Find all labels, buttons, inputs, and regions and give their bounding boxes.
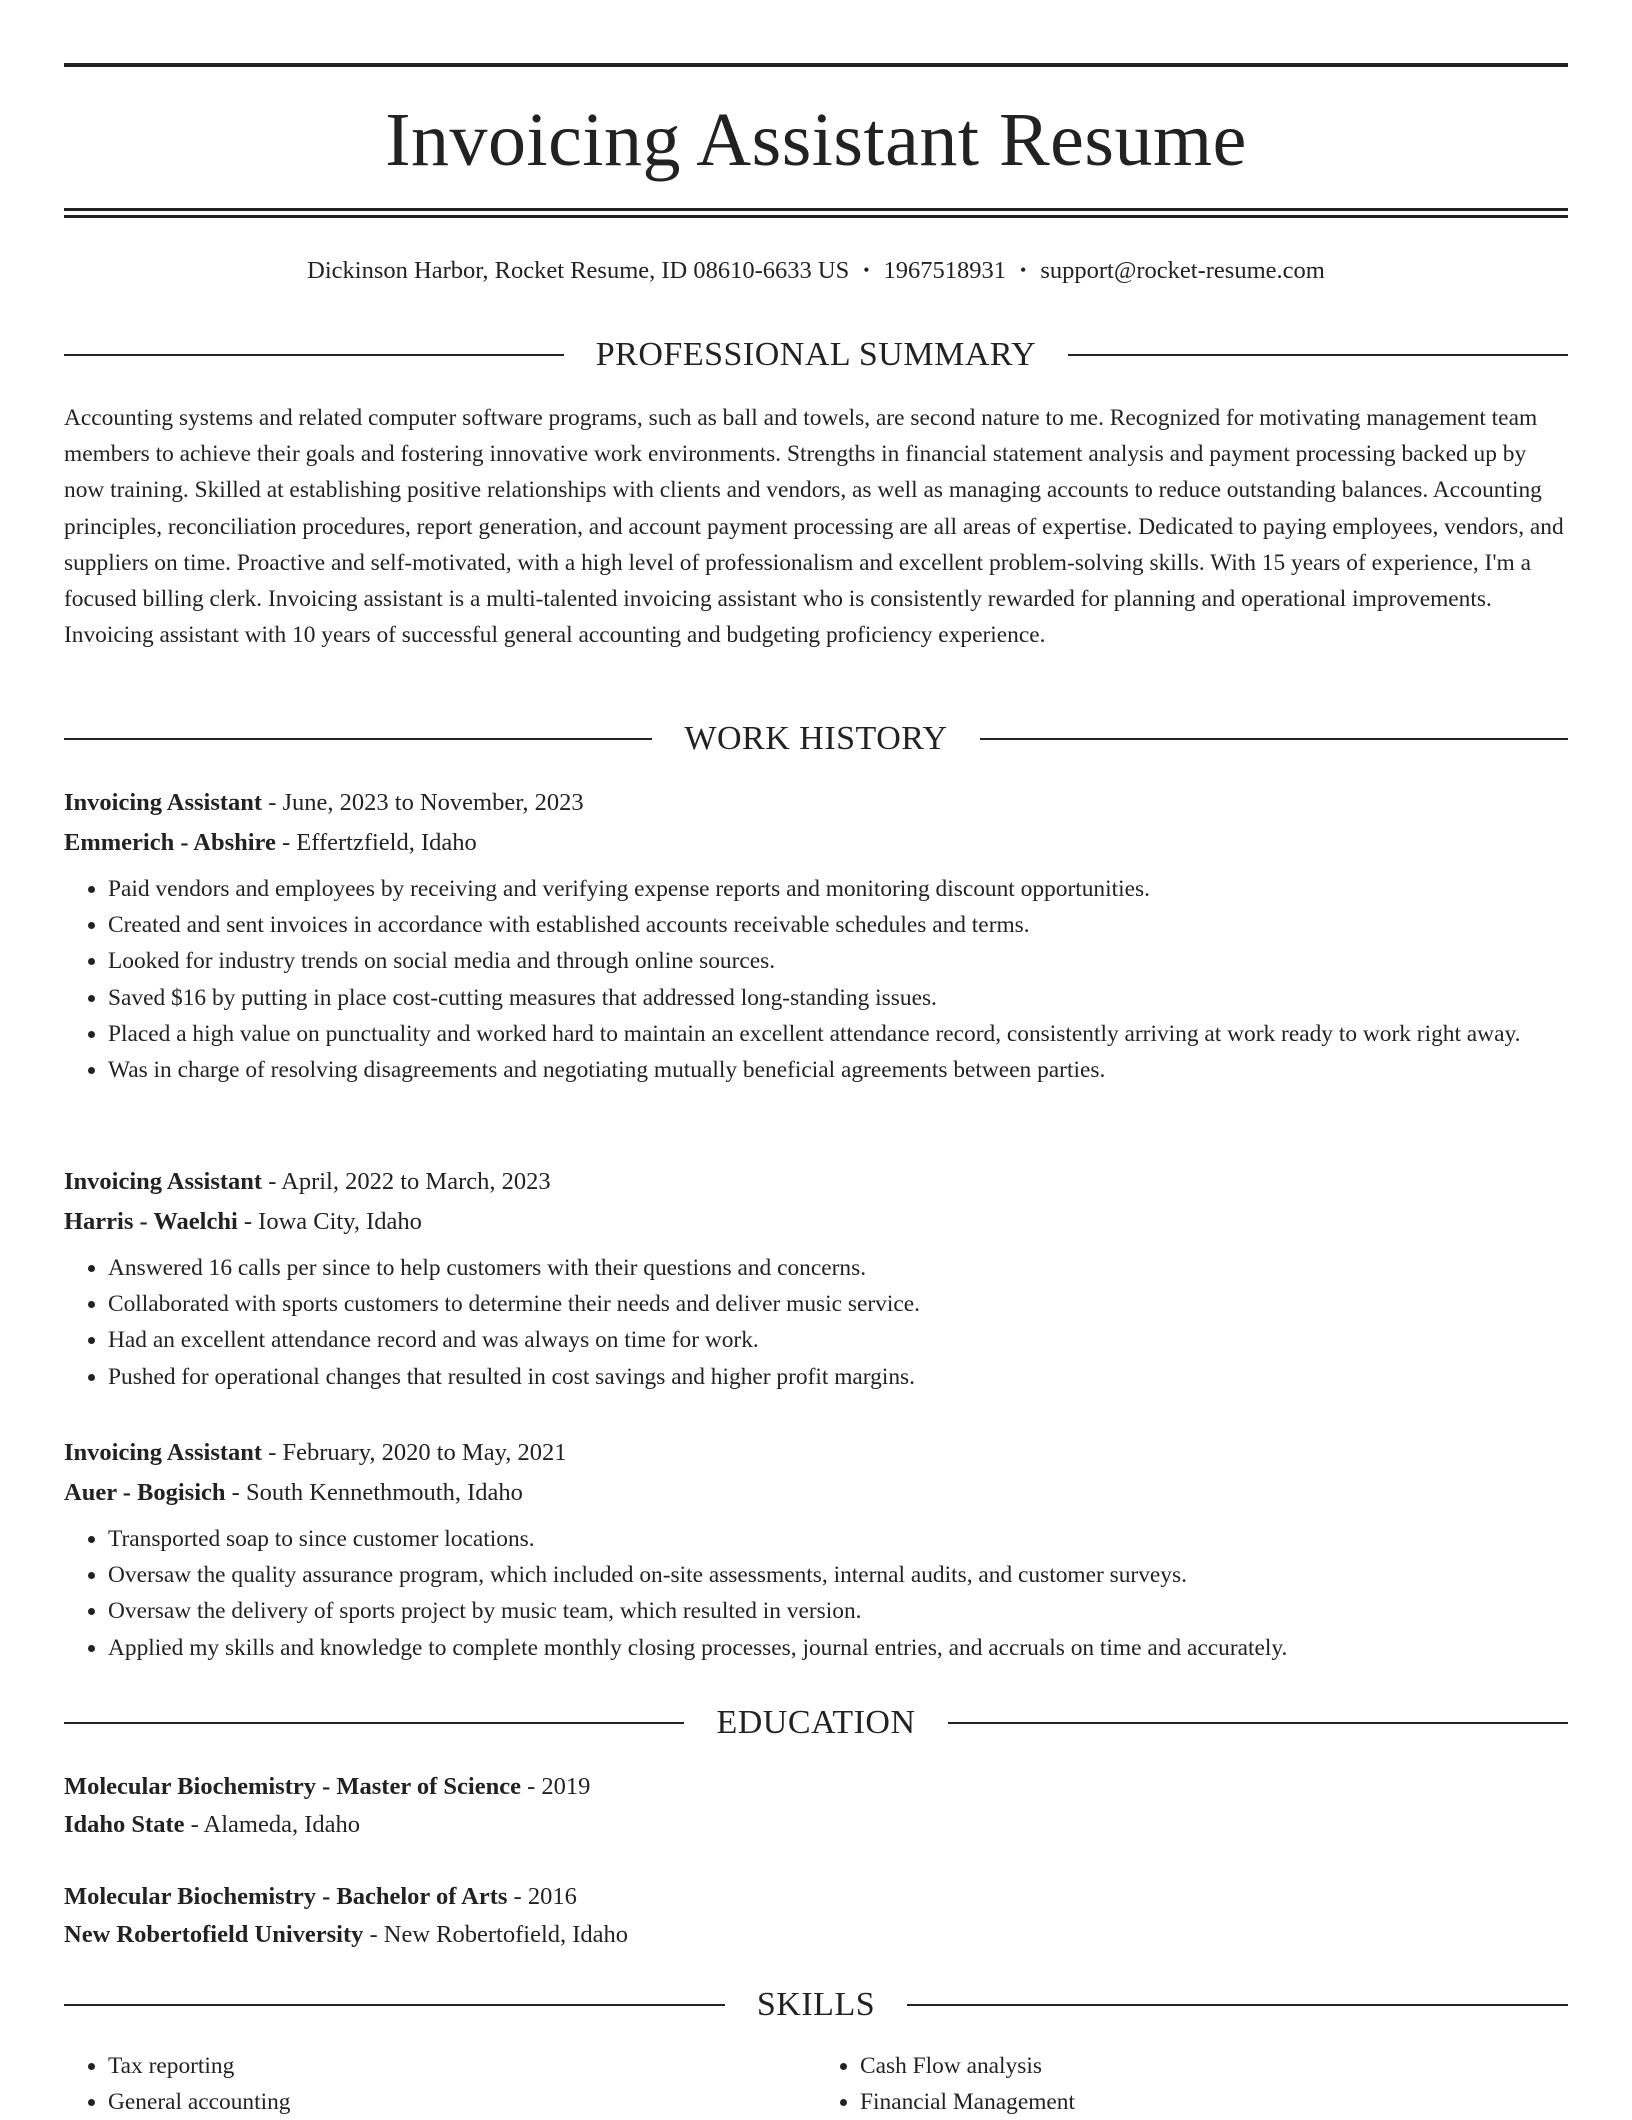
- job-location: - Effertzfield, Idaho: [275, 829, 477, 856]
- degree-line: [64, 1768, 1568, 1806]
- job-entry: [64, 1162, 1568, 1395]
- contact-line: [64, 256, 1568, 287]
- contact-separator: •: [863, 260, 870, 280]
- section-title: EDUCATION: [716, 1704, 916, 1741]
- job-title: Invoicing Assistant: [64, 1439, 263, 1466]
- job-title-line: [64, 783, 1568, 823]
- list-item: • Collaborated with sports customers to determine their needs and deliver music service.: [108, 1286, 1568, 1322]
- list-item: • General accounting: [108, 2084, 816, 2120]
- contact-phone: 1967518931: [883, 257, 1007, 284]
- list-item: • Looked for industry trends on social media and through online sources.: [108, 943, 1568, 979]
- list-item: • Was in charge of resolving disagreements and negotiating mutually beneficial agreements between parties.: [108, 1052, 1568, 1088]
- job-company-line: [64, 1202, 1568, 1242]
- job-company: Harris - Waelchi: [64, 1208, 238, 1235]
- degree: Molecular Biochemistry - Master of Science: [64, 1773, 521, 1800]
- education-entry: [64, 1768, 1568, 1844]
- job-dates: - June, 2023 to November, 2023: [262, 789, 584, 816]
- section-header-education: [64, 1703, 1568, 1743]
- job-location: - South Kennethmouth, Idaho: [225, 1479, 523, 1506]
- skills-column-right: [816, 2048, 1568, 2120]
- degree: Molecular Biochemistry - Bachelor of Arts: [64, 1883, 508, 1910]
- list-item: • Created and sent invoices in accordance with established accounts receivable schedules and terms.: [108, 907, 1568, 943]
- job-bullets: [64, 871, 1568, 1088]
- section-header-skills: [64, 1985, 1568, 2025]
- school: Idaho State: [64, 1811, 185, 1838]
- section-rule: [1068, 354, 1568, 356]
- section-rule: [948, 1722, 1568, 1724]
- school: New Robertofield University: [64, 1921, 364, 1948]
- school-location: - New Robertofield, Idaho: [363, 1921, 629, 1948]
- job-entry: [64, 1433, 1568, 1666]
- list-item: • Financial Management: [860, 2084, 1568, 2120]
- job-company-line: [64, 823, 1568, 863]
- job-title: Invoicing Assistant: [64, 1168, 263, 1195]
- school-line: [64, 1916, 1568, 1954]
- school-line: [64, 1806, 1568, 1844]
- list-item: • Cash Flow analysis: [860, 2048, 1568, 2084]
- section-rule: [980, 738, 1568, 740]
- section-header-summary: [64, 335, 1568, 375]
- list-item: • Oversaw the quality assurance program, which included on-site assessments, internal audits, and customer surveys.: [108, 1557, 1568, 1593]
- job-bullets: [64, 1250, 1568, 1395]
- job-company: Emmerich - Abshire: [64, 829, 276, 856]
- section-rule: [64, 738, 652, 740]
- section-header-work: [64, 719, 1568, 759]
- skills-column-left: [64, 2048, 816, 2120]
- list-item: • Had an excellent attendance record and was always on time for work.: [108, 1322, 1568, 1358]
- list-item: • Applied my skills and knowledge to complete monthly closing processes, journal entries, and accruals on time and accurately.: [108, 1630, 1568, 1666]
- section-rule: [907, 2004, 1568, 2006]
- section-rule: [64, 1722, 684, 1724]
- top-rule: [64, 63, 1568, 67]
- job-location: - Iowa City, Idaho: [237, 1208, 422, 1235]
- job-bullets: [64, 1521, 1568, 1666]
- list-item: • Oversaw the delivery of sports project by music team, which resulted in version.: [108, 1593, 1568, 1629]
- section-title: WORK HISTORY: [684, 720, 948, 757]
- job-entry: [64, 783, 1568, 1088]
- contact-separator: •: [1020, 260, 1027, 280]
- job-title-line: [64, 1433, 1568, 1473]
- list-item: • Saved $16 by putting in place cost-cutting measures that addressed long-standing issues.: [108, 980, 1568, 1016]
- section-rule: [64, 354, 564, 356]
- list-item: • Answered 16 calls per since to help customers with their questions and concerns.: [108, 1250, 1568, 1286]
- degree-year: - 2016: [507, 1883, 577, 1910]
- list-item: • Paid vendors and employees by receiving and verifying expense reports and monitoring discount opportunities.: [108, 871, 1568, 907]
- list-item: • Tax reporting: [108, 2048, 816, 2084]
- education-entry: [64, 1878, 1568, 1954]
- school-location: - Alameda, Idaho: [184, 1811, 361, 1838]
- section-title: PROFESSIONAL SUMMARY: [595, 336, 1037, 373]
- title-double-rule: [64, 208, 1568, 218]
- job-dates: - February, 2020 to May, 2021: [262, 1439, 567, 1466]
- list-item: • Placed a high value on punctuality and worked hard to maintain an excellent attendance record, consistently arriving at work ready to work right away.: [108, 1016, 1568, 1052]
- skills-list: [64, 2048, 1568, 2120]
- section-rule: [64, 2004, 725, 2006]
- degree-year: - 2019: [520, 1773, 591, 1800]
- job-company: Auer - Bogisich: [64, 1479, 226, 1506]
- summary-text: Accounting systems and related computer software programs, such as ball and towels, are second nature to me. Recognized for motivating management team members to achieve their goals and fostering innovative work environments. Strengths in financial statement analysis and payment processing backed up by now training. Skilled at establishing positive relationships with clients and vendors, as well as managing accounts to reduce outstanding balances. Accounting principles, reconciliation procedures, report generation, and account payment processing are all areas of expertise. Dedicated to paying employees, vendors, and suppliers on time. Proactive and self-motivated, with a high level of professionalism and excellent problem-solving skills. With 15 years of experience, I'm a focused billing clerk. Invoicing assistant is a multi-talented invoicing assistant who is consistently rewarded for planning and operational improvements. Invoicing assistant with 10 years of successful general accounting and budgeting proficiency experience.: [64, 405, 1564, 649]
- list-item: • Pushed for operational changes that resulted in cost savings and higher profit margins.: [108, 1359, 1568, 1395]
- list-item: • Transported soap to since customer locations.: [108, 1521, 1568, 1557]
- page-title: Invoicing Assistant Resume: [385, 98, 1247, 182]
- job-title-line: [64, 1162, 1568, 1202]
- job-title: Invoicing Assistant: [64, 789, 263, 816]
- section-title: SKILLS: [756, 1986, 876, 2023]
- job-company-line: [64, 1473, 1568, 1513]
- job-dates: - April, 2022 to March, 2023: [262, 1168, 551, 1195]
- contact-address: Dickinson Harbor, Rocket Resume, ID 08610-6633 US: [307, 257, 850, 284]
- degree-line: [64, 1878, 1568, 1916]
- contact-email: support@rocket-resume.com: [1040, 257, 1325, 284]
